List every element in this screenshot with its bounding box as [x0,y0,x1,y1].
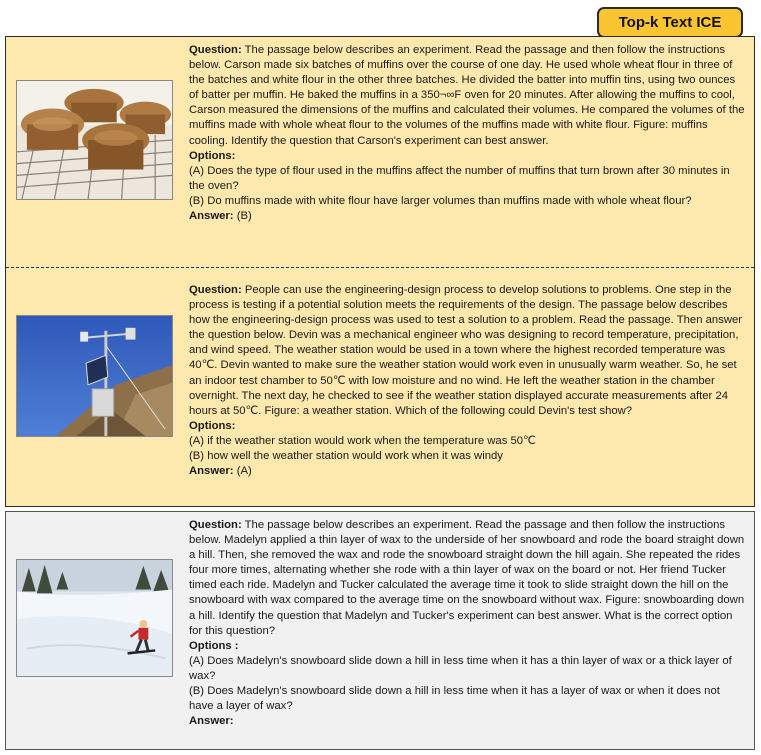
options-label: Options: [189,419,236,432]
question-label: Question: [189,44,242,56]
option-a: (A) if the weather station would work when the temperature was 50℃ [189,434,536,447]
question-text: People can use the engineering-design process to develop solutions to problems. One step in the process is testing if a potential solution meets the requirements of the design. The passage below describes how the engineering-design process was used to test a solution to a problem. Read the passage. Then answer the question below. Devin was a mechanical engineer who was designing to record temperature, precipitation, and wind speed. The weather station would be used in a town where the highest recorded temperature was 40℃. Devin wanted to make sure the weather station would work even in unusually warm weather. So, he set an indoor test chamber to 50℃ with low moisture and no wind. He left the weather station in the chamber overnight. The next day, he checked to see if the weather station displayed accurate measurements after 24 hours at 50℃. Figure: a weather station. Which of the following could Devin's test show? [189,284,743,417]
top-k-text-ice-badge: Top-k Text ICE [597,7,743,38]
option-b: (B) Does Madelyn's snowboard slide down a hill in less time when it has a layer of wax or when it does not have a layer of wax? [189,685,720,713]
option-a: (A) Does Madelyn's snowboard slide down a hill in less time when it has a thin layer of wax or a thick layer of wax? [189,654,732,682]
weather-station-photo-icon [16,315,173,437]
question-label: Question: [189,519,242,531]
dashed-divider [6,267,754,268]
answer-label: Answer: [189,465,234,478]
answer-label: Answer: [189,210,234,223]
example-text [189,518,746,729]
option-b: (B) Do muffins made with white flour have larger volumes than muffins made with whole wheat flour? [189,194,692,207]
answer-value: (A) [236,465,252,478]
question-text: The passage below describes an experiment. Read the passage and then follow the instructions below. Madelyn applied a thin layer of wax to the underside of her snowboard and rode the board straight down a hill. Then, she removed the wax and rode the snowboard straight down the hill again. She repeated the rides four more times, alternating whether she rode with a thin layer of wax on the board or not. Her friend Tucker timed each ride. Madelyn and Tucker calculated the average time it took to slide straight down the hill on the snowboard with wax compared to the average time on the snowboard without wax. Figure: snowboarding down a hill. Identify the question that Madelyn and Tucker's experiment can best answer. What is the correct option for this question? [189,519,745,637]
example-text [189,283,746,479]
in-context-examples-panel [5,36,755,507]
option-a: (A) Does the type of flour used in the muffins affect the number of muffins that turn brown after 30 minutes in the oven? [189,164,730,192]
example-text [189,43,746,224]
option-b: (B) how well the weather station would work when it was windy [189,450,503,463]
muffins-photo-icon [16,80,173,200]
answer-value: (B) [236,210,252,223]
question-label: Question: [189,284,242,296]
test-query-panel [5,511,755,750]
snowboarder-photo-icon [16,559,173,677]
options-label: Options : [189,639,239,652]
question-text: The passage below describes an experiment. Read the passage and then follow the instructions below. Carson made six batches of muffins over the course of one day. He used whole wheat flour in three of the batches and white flour in the other three batches. He divided the batter into muffin tins, using two ounces of batter per muffin. He baked the muffins in a 350¬∞F oven for 20 minutes. After allowing the muffins to cool, Carson measured the dimensions of the muffins and calculated their volumes. He compared the volumes of the muffins made with whole wheat flour to the volumes of the muffins made with white flour. Figure: muffins cooling. Identify the question that Carson's experiment can best answer. [189,44,745,147]
answer-label: Answer: [189,715,234,728]
options-label: Options: [189,149,236,162]
